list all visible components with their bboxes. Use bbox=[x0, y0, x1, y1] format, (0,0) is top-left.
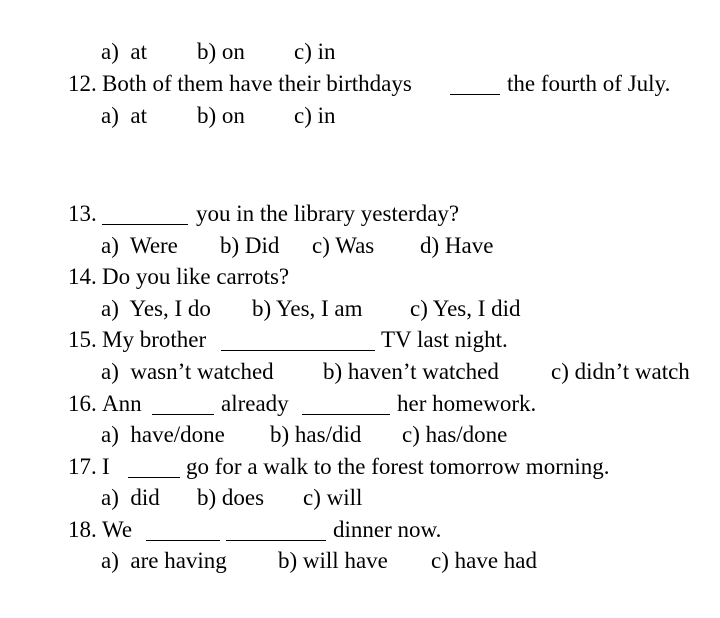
q16-option-a: a) have/done bbox=[101, 422, 225, 447]
q18-blank-2 bbox=[226, 520, 326, 541]
q11-option-b: b) on bbox=[197, 39, 245, 64]
q14-number: 14. bbox=[68, 264, 97, 289]
q16-number: 16. bbox=[68, 391, 97, 416]
q15-blank bbox=[221, 330, 375, 351]
q17-text-after: go for a walk to the forest tomorrow morning. bbox=[186, 454, 610, 479]
q12-text-before: Both of them have their birthdays bbox=[102, 71, 412, 96]
q17-text-before: I bbox=[102, 454, 110, 479]
q13-blank bbox=[102, 204, 188, 225]
q14-text: Do you like carrots? bbox=[102, 264, 290, 289]
q14-option-b: b) Yes, I am bbox=[252, 296, 363, 321]
q16-text-middle: already bbox=[221, 391, 289, 416]
q18-option-a: a) are having bbox=[101, 548, 227, 573]
q16-option-c: c) has/done bbox=[402, 422, 508, 447]
q15-option-a: a) wasn’t watched bbox=[101, 359, 274, 384]
q16-blank-1 bbox=[152, 394, 214, 415]
q13-option-a: a) Were bbox=[101, 233, 178, 258]
q15-option-c: c) didn’t watch bbox=[551, 359, 690, 384]
q16-text-after: her homework. bbox=[397, 391, 537, 416]
q18-option-b: b) will have bbox=[278, 548, 388, 573]
q12-number: 12. bbox=[68, 71, 97, 96]
q15-text-after: TV last night. bbox=[381, 327, 508, 352]
q18-blank-1 bbox=[146, 520, 220, 541]
q17-option-c: c) will bbox=[303, 485, 363, 510]
q16-text-before: Ann bbox=[102, 391, 142, 416]
q17-option-a: a) did bbox=[101, 485, 160, 510]
q17-number: 17. bbox=[68, 454, 97, 479]
q12-option-a: a) at bbox=[101, 103, 147, 128]
q12-option-b: b) on bbox=[197, 103, 245, 128]
q13-text-after: you in the library yesterday? bbox=[196, 201, 460, 226]
q13-option-d: d) Have bbox=[420, 233, 494, 258]
q12-option-c: c) in bbox=[294, 103, 336, 128]
q18-text-before: We bbox=[102, 517, 133, 542]
q15-number: 15. bbox=[68, 327, 97, 352]
q14-option-c: c) Yes, I did bbox=[410, 296, 521, 321]
q18-number: 18. bbox=[68, 517, 97, 542]
q12-text-after: the fourth of July. bbox=[507, 71, 671, 96]
q13-option-c: c) Was bbox=[312, 233, 375, 258]
q18-text-after: dinner now. bbox=[333, 517, 442, 542]
q13-number: 13. bbox=[68, 201, 97, 226]
q15-option-b: b) haven’t watched bbox=[323, 359, 499, 384]
q14-option-a: a) Yes, I do bbox=[101, 296, 211, 321]
q11-option-a: a) at bbox=[101, 39, 147, 64]
q17-option-b: b) does bbox=[197, 485, 265, 510]
q18-option-c: c) have had bbox=[431, 548, 537, 573]
q16-option-b: b) has/did bbox=[270, 422, 362, 447]
q15-text-before: My brother bbox=[102, 327, 207, 352]
q12-blank bbox=[450, 74, 500, 95]
q17-blank bbox=[128, 457, 180, 478]
q16-blank-2 bbox=[302, 394, 390, 415]
q13-option-b: b) Did bbox=[220, 233, 280, 258]
q11-option-c: c) in bbox=[294, 39, 336, 64]
